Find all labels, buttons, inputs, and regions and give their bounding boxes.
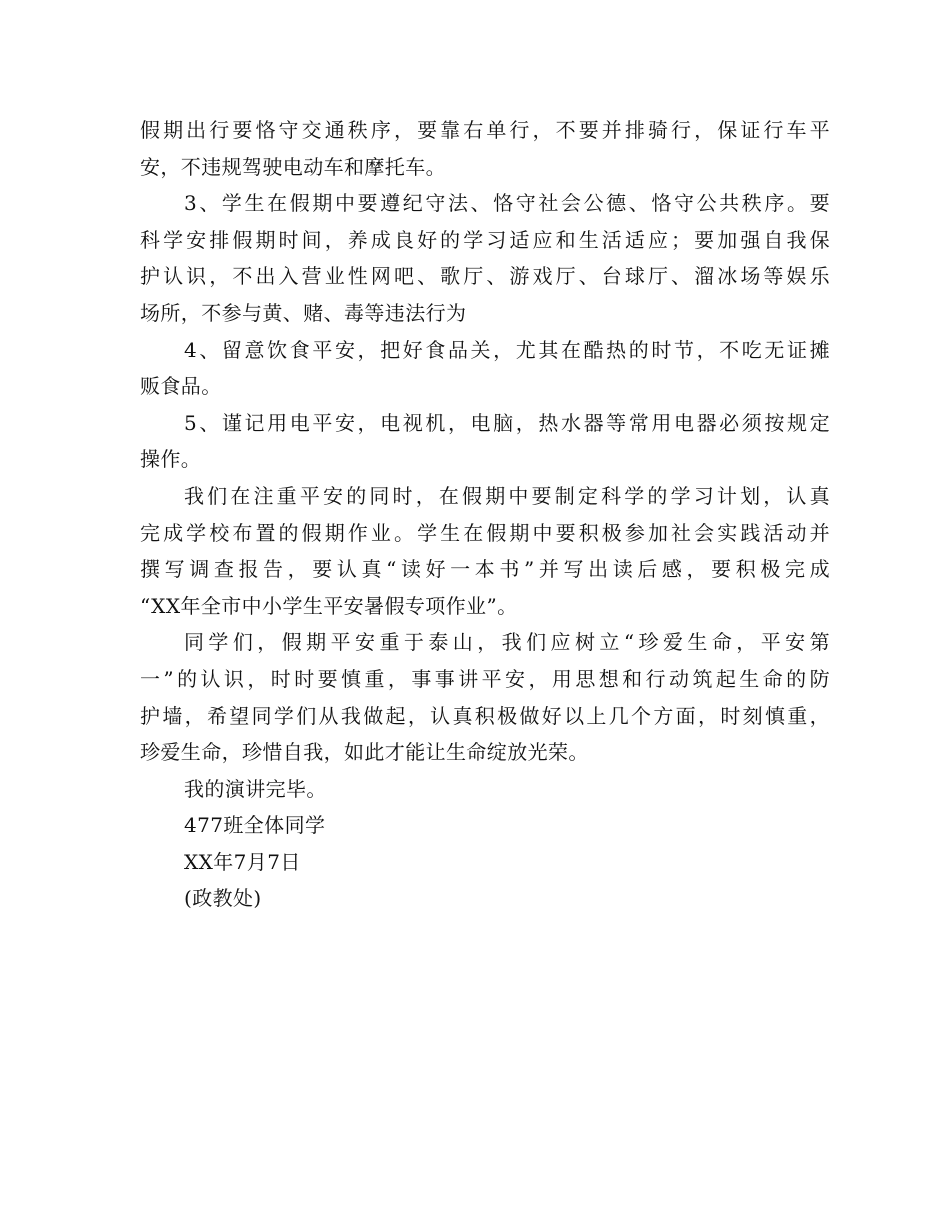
text-line: “XX年全市中小学生平安暑假专项作业”。 [140,593,518,618]
document-page [140,112,830,917]
text-line: 场所，不参与黄、赌、毒等违法行为 [140,300,467,325]
text-line: 完成学校布置的假期作业。学生在假期中要积极参加社会实践活动并 [140,520,830,545]
text-line: 护墙，希望同学们从我做起，认真积极做好以上几个方面，时刻慎重， [140,703,830,728]
text-line: 安，不违规驾驶电动车和摩托车。 [140,154,446,179]
text-line: 5、谨记用电平安，电视机，电脑，热水器等常用电器必须按规定 [184,410,830,435]
text-line: 假期出行要恪守交通秩序，要靠右单行，不要并排骑行，保证行车平 [140,118,830,142]
text-line: 操作。 [140,447,202,472]
closing-line: 我的演讲完毕。 [184,776,327,801]
text-line: 我们在注重平安的同时，在假期中要制定科学的学习计划，认真 [184,483,830,508]
text-line: 同学们，假期平安重于泰山，我们应树立“珍爱生命，平安第 [184,630,830,655]
text-line: 一”的认识，时时要慎重，事事讲平安，用思想和行动筑起生命的防 [140,666,830,691]
text-line: 珍爱生命，珍惜自我，如此才能让生命绽放光荣。 [140,740,589,765]
text-line: 科学安排假期时间，养成良好的学习适应和生活适应；要加强自我保 [140,227,830,252]
signature-class: 477班全体同学 [184,813,326,838]
text-line: 3、学生在假期中要遵纪守法、恪守社会公德、恪守公共秩序。要 [184,191,830,216]
text-line: 撰写调查报告，要认真“读好一本书”并写出读后感，要积极完成 [140,557,830,582]
text-line: 贩食品。 [140,374,222,399]
text-line: 护认识，不出入营业性网吧、歌厅、游戏厅、台球厅、溜冰场等娱乐 [140,264,830,289]
signature-office: (政教处) [184,886,262,911]
signature-date: XX年7月7日 [184,849,301,874]
text-line: 4、留意饮食平安，把好食品关，尤其在酷热的时节，不吃无证摊 [184,337,830,362]
